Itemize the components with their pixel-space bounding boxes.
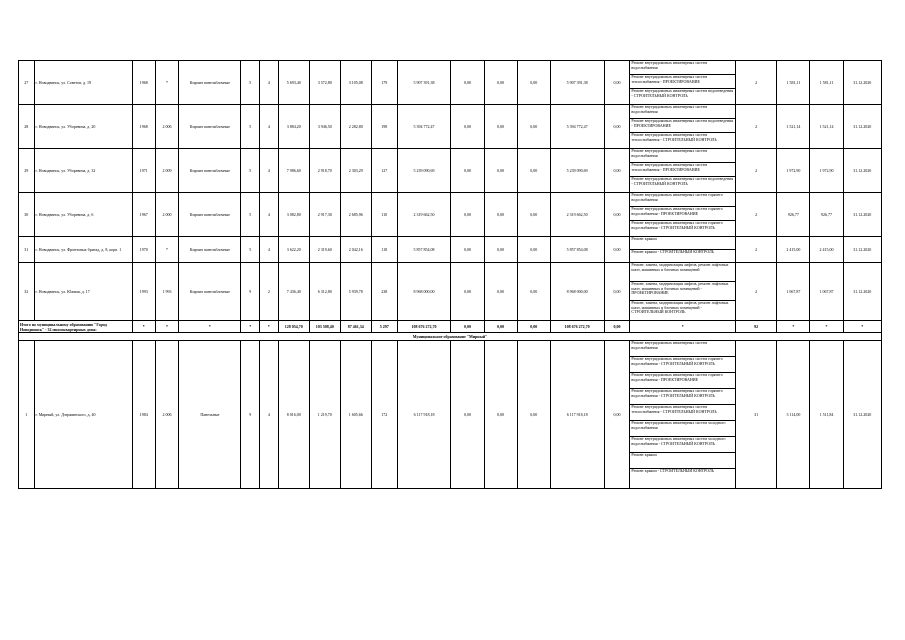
work-item: Ремонт крыши - СТРОИТЕЛЬНЫЙ КОНТРОЛЬ [631, 469, 715, 473]
cell-wall: Кирпич панельблочные [179, 237, 241, 263]
total-cost-total: 108 676 272,70 [397, 321, 451, 333]
total-area-living2: 87 461,34 [340, 321, 371, 333]
cell-area-total: 3 082,80 [278, 193, 309, 237]
work-item: Ремонт, замена, модернизация лифтов, ремонт лифтовых шахт, машинных и блочных помещений - ПРОЕКТИРОВАНИЕ [630, 282, 735, 301]
cell-c-local: 0,00 [517, 341, 550, 489]
cell-c-other: 0,00 [604, 105, 630, 149]
cell-year-built: 1971 [132, 149, 155, 193]
work-item: Ремонт внутридомовых инженерных систем теплоснабжения - СТРОИТЕЛЬНЫЙ КОНТРОЛЬ [630, 405, 735, 421]
total-c-year-repair: * [155, 321, 179, 333]
cell-year-repair: 1 993 [155, 263, 179, 321]
total-c-local: 0,00 [517, 321, 550, 333]
house-address: г. Новодвинск, ул. Советов, д. 19 [34, 61, 132, 105]
cell-method: 31 [735, 341, 776, 489]
cell-max-cost: 1 521,14 [810, 105, 843, 149]
row-number: 31 [19, 237, 35, 263]
work-item: Ремонт внутридомовых инженерных систем холодного водоснабжения - СТРОИТЕЛЬНЫЙ КОНТРОЛЬ [630, 437, 735, 453]
cell-c-budget: 0,00 [484, 105, 517, 149]
cell-c-fund: 0,00 [451, 237, 484, 263]
total-area-living: 103 508,40 [309, 321, 340, 333]
cell-floors: 5 [241, 237, 260, 263]
cell-residents: 118 [371, 237, 397, 263]
row-number: 29 [19, 149, 35, 193]
total-c-budget: 0,00 [484, 321, 517, 333]
cell-cost-total: 6 117 918,18 [397, 341, 451, 489]
cell-c-local: 0,00 [517, 263, 550, 321]
cell-year-built: 1968 [132, 61, 155, 105]
table-row [19, 61, 882, 105]
cell-max-cost: 1 581,11 [810, 61, 843, 105]
cell-area-living: 2 319,60 [309, 237, 340, 263]
table-row [19, 149, 882, 193]
total-max-cost: * [810, 321, 843, 333]
repair-register-table [18, 60, 882, 489]
work-item: Ремонт внутридомовых инженерных систем теплоснабжения - ПРОЕКТИРОВАНИЕ [630, 75, 735, 89]
cell-c-other: 0,00 [604, 263, 630, 321]
cell-area-total: 8 016,00 [278, 341, 309, 489]
cell-area-living2: 5 939,78 [340, 263, 371, 321]
cell-area-total: 7 436,40 [278, 263, 309, 321]
cell-deadline: 31.12.2020 [843, 105, 881, 149]
total-c-fund: 0,00 [451, 321, 484, 333]
cell-c-budget: 0,00 [484, 263, 517, 321]
total-works: * [630, 321, 736, 333]
work-item: Ремонт внутридомовых инженерных систем теплоснабжения - ПРОЕКТИРОВАНИЕ [630, 163, 735, 177]
cell-method: 2 [735, 263, 776, 321]
table-row [19, 237, 882, 263]
works-list [630, 263, 736, 321]
cell-entrances: 4 [260, 149, 279, 193]
cell-c-other: 0,00 [604, 341, 630, 489]
house-address: г. Новодвинск, ул. Южная, д. 17 [34, 263, 132, 321]
cell-method: 2 [735, 193, 776, 237]
cell-method: 2 [735, 61, 776, 105]
cell-c-fund: 0,00 [451, 263, 484, 321]
cell-c-owners: 5 857 854,08 [550, 237, 604, 263]
cell-area-total: 3 884,20 [278, 105, 309, 149]
work-item: Ремонт внутридомовых инженерных систем горячего водоснабжения - ПРОЕКТИРОВАНИЕ [630, 373, 735, 389]
work-item: Ремонт внутридомовых инженерных систем горячего водоснабжения [630, 193, 735, 207]
cell-area-total: 7 986,60 [278, 149, 309, 193]
total-label: Итого по муниципальному образованию "Город Новодвинск" - 32 многоквартирных дома: [19, 321, 133, 333]
cell-area-living2: 2 282,80 [340, 105, 371, 149]
cell-area-living2: 2 042,16 [340, 237, 371, 263]
cell-c-local: 0,00 [517, 149, 550, 193]
works-list [630, 105, 736, 149]
cell-c-budget: 0,00 [484, 193, 517, 237]
cell-wall: Кирпич панельблочные [179, 263, 241, 321]
cell-area-living2: 3 105,08 [340, 61, 371, 105]
cell-area-living: 3 572,80 [309, 61, 340, 105]
cell-area-living: 2 917,30 [309, 193, 340, 237]
cell-c-budget: 0,00 [484, 149, 517, 193]
house-address: г. Новодвинск, ул. Уборевича, д. 6 [34, 193, 132, 237]
cell-floors: 5 [241, 105, 260, 149]
cell-unit-cost: 1 581,11 [777, 61, 810, 105]
total-c-wall: * [179, 321, 241, 333]
cell-area-living2: 2 303,29 [340, 149, 371, 193]
cell-floors: 5 [241, 193, 260, 237]
cell-c-local: 0,00 [517, 237, 550, 263]
work-item: Ремонт внутридомовых инженерных систем водоотведения - ПРОЕКТИРОВАНИЕ [630, 119, 735, 133]
cell-year-built: 1984 [132, 341, 155, 489]
table-row [19, 341, 882, 489]
cell-floors: 9 [241, 263, 260, 321]
cell-deadline: 31.12.2020 [843, 237, 881, 263]
cell-max-cost: 2 415,00 [810, 237, 843, 263]
cell-unit-cost: 1 067,87 [777, 263, 810, 321]
total-c-floors: * [241, 321, 260, 333]
cell-unit-cost: 1 972,90 [777, 149, 810, 193]
section-title: Муниципальное образование "Мирный" [19, 333, 882, 341]
cell-c-fund: 0,00 [451, 193, 484, 237]
work-item: Ремонт крыши [630, 453, 735, 469]
cell-wall: Кирпич панельблочные [179, 149, 241, 193]
cell-residents: 198 [371, 105, 397, 149]
cell-cost-total: 5 239 090,69 [397, 149, 451, 193]
house-address: г. Новодвинск, ул. Уборевича, д. 32 [34, 149, 132, 193]
cell-residents: 238 [371, 263, 397, 321]
work-item: Ремонт внутридомовых инженерных систем горячего водоснабжения - СТРОИТЕЛЬНЫЙ КОНТРОЛЬ [630, 357, 735, 373]
works-list [630, 149, 736, 193]
cell-c-owners: 5 394 772,47 [550, 105, 604, 149]
work-item: Ремонт, замена, модернизация лифтов, ремонт лифтовых шахт, машинных и блочных помещений - СТРОИТЕЛЬНЫЙ КОНТРОЛЬ [631, 301, 729, 315]
work-item: Ремонт внутридомовых инженерных систем теплоснабжения - СТРОИТЕЛЬНЫЙ КОНТРОЛЬ [631, 133, 717, 142]
row-number: 1 [19, 341, 35, 489]
cell-area-total: 3 622,20 [278, 237, 309, 263]
cell-c-fund: 0,00 [451, 105, 484, 149]
work-item: Ремонт внутридомовых инженерных систем водоснабжения [630, 149, 735, 163]
cell-area-total: 5 693,40 [278, 61, 309, 105]
cell-max-cost: 1 067,87 [810, 263, 843, 321]
cell-floors: 9 [241, 341, 260, 489]
total-unit-cost: * [777, 321, 810, 333]
cell-residents: 127 [371, 149, 397, 193]
table-row [19, 193, 882, 237]
work-item: Ремонт крыши [630, 237, 735, 250]
cell-entrances: 4 [260, 105, 279, 149]
cell-year-built: 1968 [132, 105, 155, 149]
cell-entrances: 2 [260, 263, 279, 321]
cell-c-other: 0,00 [604, 237, 630, 263]
cell-max-cost: 1 972,90 [810, 149, 843, 193]
work-item: Ремонт внутридомовых инженерных систем горячего водоснабжения - СТРОИТЕЛЬНЫЙ КОНТРОЛЬ [630, 389, 735, 405]
cell-max-cost: 926,77 [810, 193, 843, 237]
cell-c-local: 0,00 [517, 105, 550, 149]
cell-floors: 5 [241, 61, 260, 105]
cell-area-living2: 1 605,66 [340, 341, 371, 489]
work-item: Ремонт внутридомовых инженерных систем водоотведения - СТРОИТЕЛЬНЫЙ КОНТРОЛЬ [631, 89, 734, 98]
cell-deadline: 31.12.2020 [843, 193, 881, 237]
work-item: Ремонт, замена, модернизация лифтов, ремонт лифтовых шахт, машинных и блочных помещений [630, 263, 735, 282]
cell-c-local: 0,00 [517, 193, 550, 237]
cell-c-owners: 8 968 000,00 [550, 263, 604, 321]
works-list [630, 237, 736, 263]
cell-year-repair: 2 009 [155, 149, 179, 193]
cell-floors: 5 [241, 149, 260, 193]
cell-cost-total: 5 907 391,38 [397, 61, 451, 105]
work-item: Ремонт внутридомовых инженерных систем водоотведения - СТРОИТЕЛЬНЫЙ КОНТРОЛЬ [631, 177, 734, 186]
cell-max-cost: 1 511,84 [810, 341, 843, 489]
cell-deadline: 31.12.2020 [843, 61, 881, 105]
cell-c-budget: 0,00 [484, 61, 517, 105]
cell-area-living: 6 312,80 [309, 263, 340, 321]
cell-deadline: 31.12.2020 [843, 149, 881, 193]
cell-year-repair: * [155, 237, 179, 263]
total-row [19, 321, 882, 333]
row-number: 28 [19, 105, 35, 149]
cell-c-other: 0,00 [604, 193, 630, 237]
total-c-entrances: * [260, 321, 279, 333]
cell-wall: Кирпич панельблочные [179, 193, 241, 237]
cell-unit-cost: 3 114,00 [777, 341, 810, 489]
cell-c-fund: 0,00 [451, 61, 484, 105]
cell-c-budget: 0,00 [484, 237, 517, 263]
cell-c-owners: 5 239 090,69 [550, 149, 604, 193]
cell-c-other: 0,00 [604, 61, 630, 105]
work-item: Ремонт внутридомовых инженерных систем водоснабжения [630, 341, 735, 357]
works-list [630, 193, 736, 237]
cell-year-built: 1970 [132, 237, 155, 263]
cell-cost-total: 5 857 854,08 [397, 237, 451, 263]
cell-deadline: 31.12.2020 [843, 341, 881, 489]
cell-c-owners: 5 907 391,38 [550, 61, 604, 105]
cell-area-living: 3 946,50 [309, 105, 340, 149]
cell-area-living: 2 918,70 [309, 149, 340, 193]
cell-year-repair: * [155, 61, 179, 105]
cell-entrances: 4 [260, 193, 279, 237]
section-row [19, 333, 882, 341]
cell-year-repair: 2 006 [155, 341, 179, 489]
cell-area-living2: 2 685,96 [340, 193, 371, 237]
table-body [19, 61, 882, 489]
cell-unit-cost: 926,77 [777, 193, 810, 237]
work-item: Ремонт внутридомовых инженерных систем горячего водоснабжения - СТРОИТЕЛЬНЫЙ КОНТРОЛЬ [631, 221, 723, 230]
cell-c-fund: 0,00 [451, 149, 484, 193]
cell-c-budget: 0,00 [484, 341, 517, 489]
total-area-total: 128 054,70 [278, 321, 309, 333]
total-method: 92 [735, 321, 776, 333]
work-item: Ремонт внутридомовых инженерных систем водоснабжения [630, 61, 735, 75]
cell-unit-cost: 1 521,14 [777, 105, 810, 149]
cell-method: 2 [735, 237, 776, 263]
total-c-owners: 108 676 272,70 [550, 321, 604, 333]
cell-c-owners: 2 319 662,50 [550, 193, 604, 237]
cell-cost-total: 8 968 000,00 [397, 263, 451, 321]
row-number: 30 [19, 193, 35, 237]
work-item: Ремонт внутридомовых инженерных систем холодного водоснабжения [630, 421, 735, 437]
cell-unit-cost: 2 415,00 [777, 237, 810, 263]
total-residents: 5 297 [371, 321, 397, 333]
cell-residents: 172 [371, 341, 397, 489]
cell-entrances: 4 [260, 61, 279, 105]
cell-entrances: 4 [260, 237, 279, 263]
cell-entrances: 4 [260, 341, 279, 489]
cell-deadline: 31.12.2020 [843, 263, 881, 321]
table-row [19, 263, 882, 321]
cell-area-living: 1 219,70 [309, 341, 340, 489]
cell-c-fund: 0,00 [451, 341, 484, 489]
total-deadline: * [843, 321, 881, 333]
works-list [630, 61, 736, 105]
cell-wall: Кирпич панельблочные [179, 105, 241, 149]
cell-residents: 179 [371, 61, 397, 105]
work-item: Ремонт внутридомовых инженерных систем горячего водоснабжения - ПРОЕКТИРОВАНИЕ [630, 207, 735, 221]
cell-method: 2 [735, 105, 776, 149]
cell-year-repair: 2 006 [155, 105, 179, 149]
register-sheet [18, 60, 882, 489]
total-c-other: 0,00 [604, 321, 630, 333]
cell-c-other: 0,00 [604, 149, 630, 193]
row-number: 32 [19, 263, 35, 321]
cell-residents: 110 [371, 193, 397, 237]
works-list [630, 341, 736, 489]
cell-c-local: 0,00 [517, 61, 550, 105]
house-address: г. Новодвинск, ул. Уборевича, д. 20 [34, 105, 132, 149]
cell-cost-total: 2 319 662,50 [397, 193, 451, 237]
cell-wall: Панельные [179, 341, 241, 489]
house-address: г. Новодвинск, ул. Фронтовых бригад, д. 8, корп. 1 [34, 237, 132, 263]
cell-c-owners: 6 117 918,18 [550, 341, 604, 489]
cell-cost-total: 5 394 772,47 [397, 105, 451, 149]
work-item: Ремонт внутридомовых инженерных систем водоснабжения [630, 105, 735, 119]
work-item: Ремонт крыши - СТРОИТЕЛЬНЫЙ КОНТРОЛЬ [631, 250, 715, 254]
cell-year-repair: 2 000 [155, 193, 179, 237]
table-row [19, 105, 882, 149]
total-c-year-built: * [132, 321, 155, 333]
cell-year-built: 1993 [132, 263, 155, 321]
row-number: 27 [19, 61, 35, 105]
cell-year-built: 1967 [132, 193, 155, 237]
house-address: г. Мирный, ул. Дзержинского, д. 40 [34, 341, 132, 489]
cell-wall: Кирпич панельблочные [179, 61, 241, 105]
cell-method: 2 [735, 149, 776, 193]
